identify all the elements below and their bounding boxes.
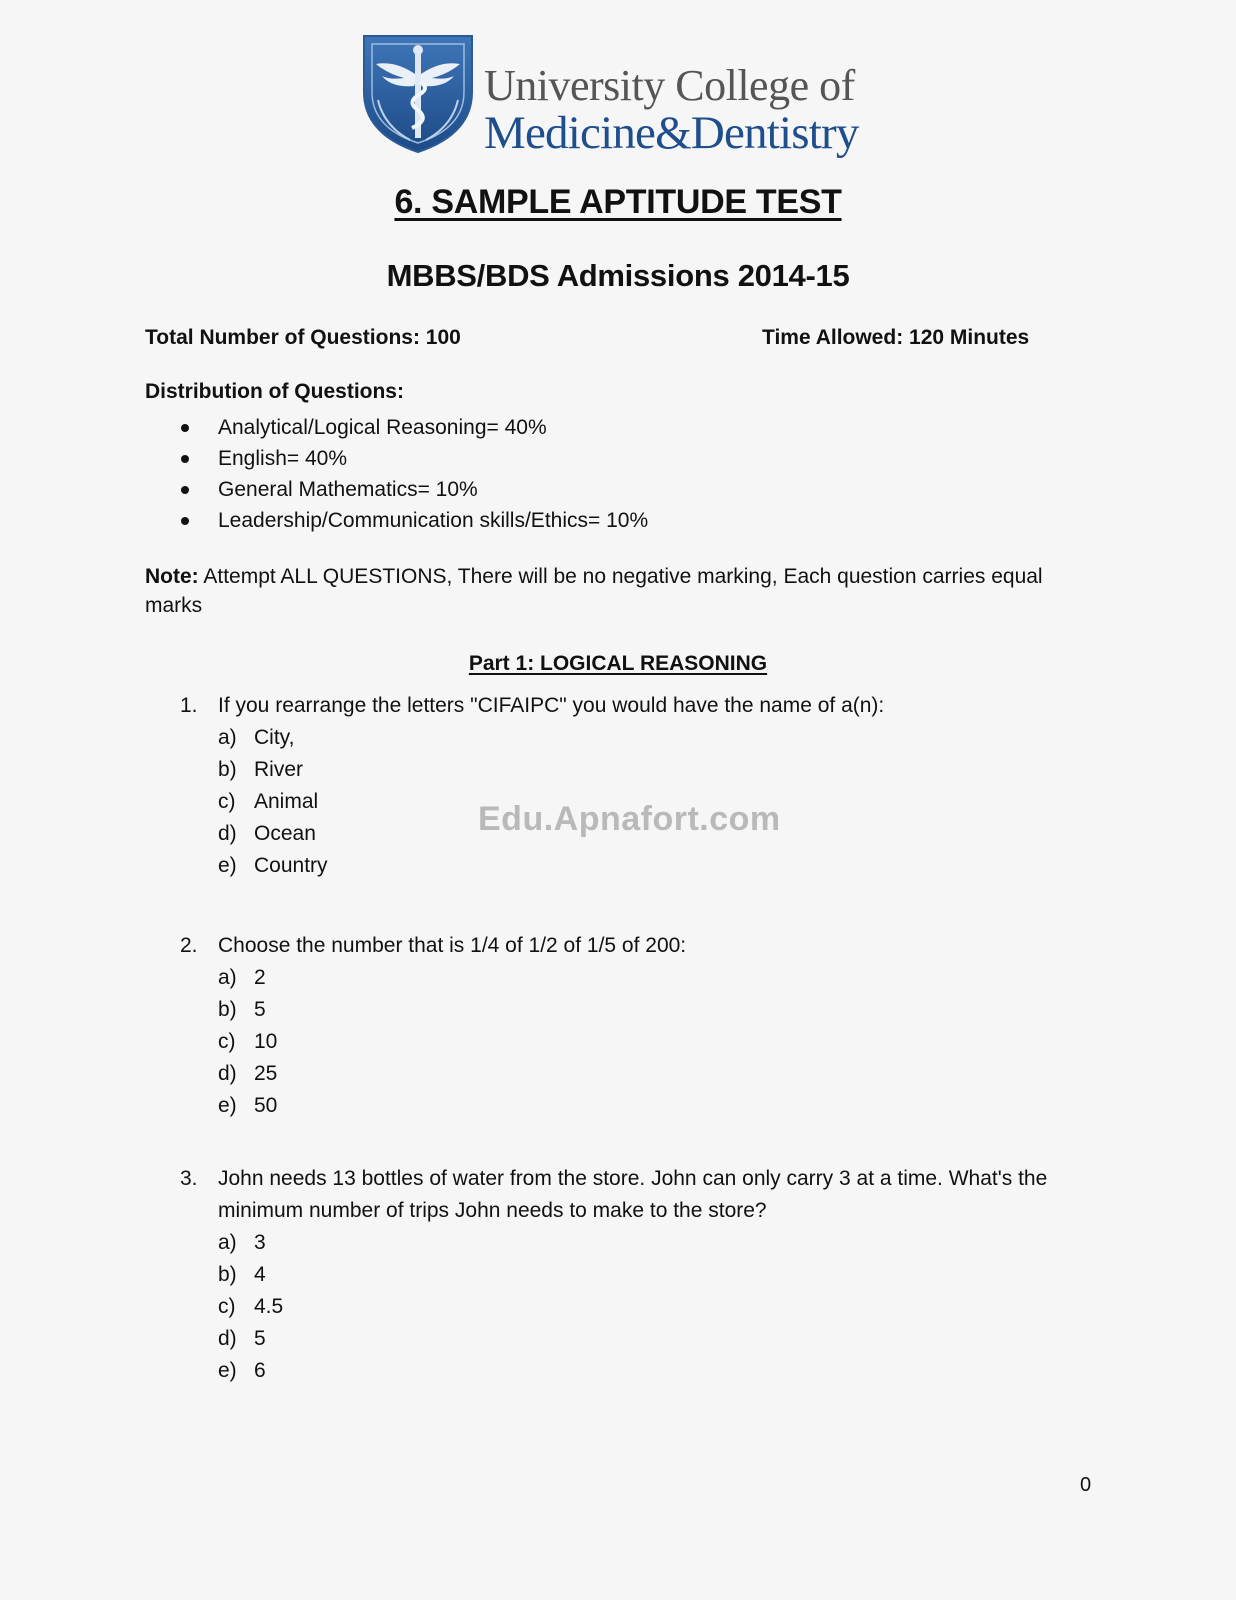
note-text: Attempt ALL QUESTIONS, There will be no negative marking, Each question carries equal marks <box>145 565 1043 617</box>
document-title: 6. SAMPLE APTITUDE TEST <box>394 183 842 221</box>
question-stem <box>180 690 1060 722</box>
answer-option <box>180 994 1060 1026</box>
total-questions: Total Number of Questions: 100 <box>145 326 461 349</box>
option-letter: e) <box>218 1359 237 1382</box>
option-text: Country <box>254 854 328 877</box>
distribution-item: General Mathematics= 10% <box>218 478 478 501</box>
time-allowed: Time Allowed: 120 Minutes <box>762 326 1030 349</box>
distribution-item: English= 40% <box>218 447 348 470</box>
question-stem <box>180 930 1060 962</box>
option-text: 6 <box>254 1359 266 1382</box>
page-number: 0 <box>1080 1474 1092 1496</box>
answer-option <box>180 1058 1060 1090</box>
bullet-icon <box>181 424 189 432</box>
question-text: John needs 13 bottles of water from the store. John can only carry 3 at a time. What's the minimum number of trips John needs to make to the store? <box>218 1167 1048 1222</box>
distribution-item: Leadership/Communication skills/Ethics= 10% <box>218 509 649 532</box>
list-item <box>145 505 648 536</box>
part-heading: Part 1: LOGICAL REASONING <box>468 652 768 675</box>
option-letter: a) <box>218 726 237 749</box>
option-letter: b) <box>218 758 237 781</box>
option-letter: c) <box>218 1030 236 1053</box>
answer-option <box>180 1259 1060 1291</box>
document-subtitle: MBBS/BDS Admissions 2014-15 <box>386 258 850 293</box>
answer-option <box>180 850 1060 882</box>
distribution-heading: Distribution of Questions: <box>145 380 404 403</box>
option-text: Ocean <box>254 822 316 845</box>
answer-option <box>180 1355 1060 1387</box>
option-letter: d) <box>218 1327 237 1350</box>
bullet-icon <box>181 517 189 525</box>
option-text: River <box>254 758 304 781</box>
question-number: 1. <box>180 694 198 717</box>
answer-option <box>180 1291 1060 1323</box>
list-item <box>145 443 648 474</box>
question-3 <box>180 1163 1060 1387</box>
option-text: 4.5 <box>254 1295 284 1318</box>
answer-option <box>180 754 1060 786</box>
option-letter: a) <box>218 966 237 989</box>
question-stem <box>180 1163 1060 1227</box>
question-number: 2. <box>180 934 198 957</box>
distribution-list <box>145 412 648 536</box>
option-letter: e) <box>218 1094 237 1117</box>
answer-option <box>180 1026 1060 1058</box>
option-letter: e) <box>218 854 237 877</box>
option-text: 50 <box>254 1094 278 1117</box>
crest-icon <box>360 30 476 154</box>
logo-line-1: University College of <box>484 61 855 110</box>
option-text: 5 <box>254 998 266 1021</box>
bullet-icon <box>181 455 189 463</box>
question-2 <box>180 930 1060 1122</box>
option-text: Animal <box>254 790 319 813</box>
option-letter: a) <box>218 1231 237 1254</box>
option-text: 2 <box>254 966 266 989</box>
answer-option <box>180 1323 1060 1355</box>
list-item <box>145 474 648 505</box>
watermark: Edu.Apnafort.com <box>478 800 781 838</box>
option-text: 25 <box>254 1062 278 1085</box>
answer-option <box>180 722 1060 754</box>
option-text: City, <box>254 726 295 749</box>
option-text: 5 <box>254 1327 266 1350</box>
option-letter: c) <box>218 790 236 813</box>
answer-option <box>180 1227 1060 1259</box>
option-letter: d) <box>218 822 237 845</box>
option-letter: b) <box>218 998 237 1021</box>
answer-option <box>180 1090 1060 1122</box>
question-1 <box>180 690 1060 882</box>
question-text: If you rearrange the letters "CIFAIPC" you would have the name of a(n): <box>218 694 885 717</box>
question-text: Choose the number that is 1/4 of 1/2 of 1/5 of 200: <box>218 934 687 957</box>
option-text: 10 <box>254 1030 278 1053</box>
note-label: Note: <box>145 565 199 588</box>
option-letter: b) <box>218 1263 237 1286</box>
logo-line-2: Medicine&Dentistry <box>484 107 859 159</box>
option-letter: c) <box>218 1295 236 1318</box>
option-letter: d) <box>218 1062 237 1085</box>
list-item <box>145 412 648 443</box>
bullet-icon <box>181 486 189 494</box>
question-number: 3. <box>180 1167 198 1190</box>
answer-option <box>180 962 1060 994</box>
option-text: 4 <box>254 1263 266 1286</box>
university-logo <box>360 30 880 160</box>
logo-wordmark <box>484 61 859 159</box>
option-text: 3 <box>254 1231 266 1254</box>
distribution-item: Analytical/Logical Reasoning= 40% <box>218 416 547 439</box>
note-paragraph <box>145 562 1085 620</box>
